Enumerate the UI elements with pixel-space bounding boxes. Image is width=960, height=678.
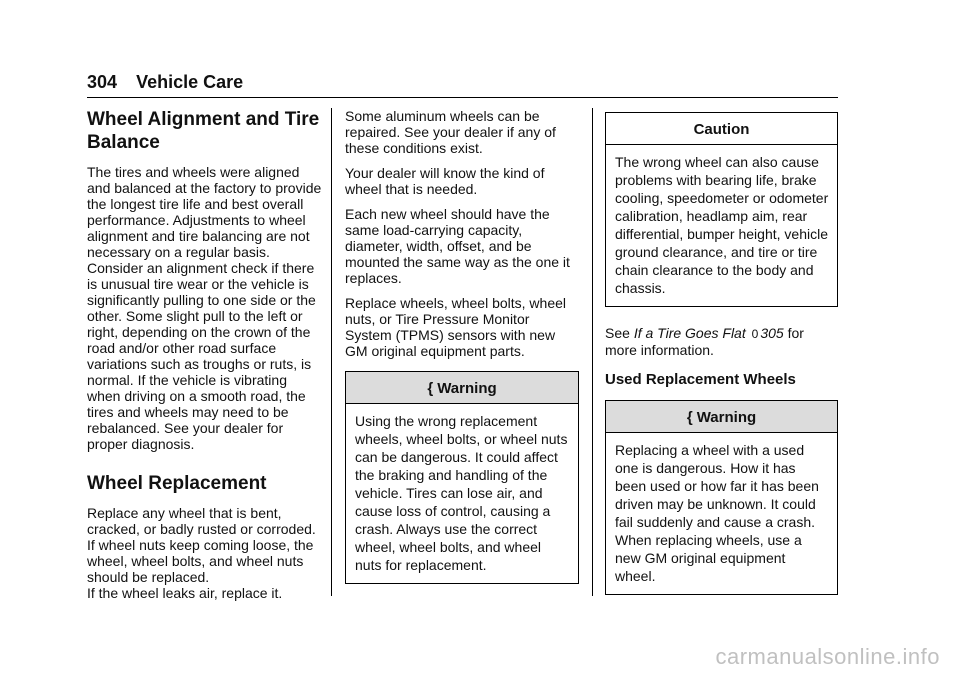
column-divider-2 xyxy=(592,108,593,596)
warning-icon: { xyxy=(427,380,434,397)
warning-icon-2: { xyxy=(686,409,693,426)
warning-text: Using the wrong replacement wheels, wheel bolts, or wheel nuts can be dangerous. It could affect the braking and handling of the vehicle. Tires can lose air, and cause loss of control, causing a crash. Always use the correct wheel, wheel bolts, and wheel nuts for replacement. xyxy=(355,413,568,573)
column-2 xyxy=(345,108,579,584)
section-title: Vehicle Care xyxy=(136,72,244,92)
page-header xyxy=(87,72,243,93)
warning-title-2 xyxy=(606,401,837,433)
paragraph-aluminum: Some aluminum wheels can be repaired. See your dealer if any of these conditions exist. xyxy=(345,108,556,156)
paragraph-replacement: Replace any wheel that is bent, cracked, or badly rusted or corroded. If wheel nuts keep coming loose, the wheel, wheel bolts, and wheel nuts should be replaced. xyxy=(87,505,316,585)
warning-label-2: Warning xyxy=(696,409,757,426)
column-3 xyxy=(605,108,838,595)
caution-box xyxy=(605,112,838,307)
page-ref[interactable]: 305 xyxy=(760,325,784,341)
paragraph-load-capacity: Each new wheel should have the same load-carrying capacity, diameter, width, offset, and be mounted the same way as the one it replaces. xyxy=(345,206,570,286)
warning-title xyxy=(346,372,578,404)
paragraph-leaks: If the wheel leaks air, replace it. xyxy=(87,585,283,601)
warning-box-2 xyxy=(605,400,838,595)
link-if-a-tire-goes-flat[interactable]: If a Tire Goes Flat xyxy=(633,325,746,341)
column-1 xyxy=(87,108,322,610)
see-suffix: for more information. xyxy=(605,325,804,358)
heading-wheel-replacement: Wheel Replacement xyxy=(87,473,267,494)
heading-used-replacement-wheels: Used Replacement Wheels xyxy=(605,371,796,388)
caution-text: The wrong wheel can also cause problems with bearing life, brake cooling, speedometer or odometer calibration, headlamp aim, rear differential, bumper height, vehicle ground clearance, and tire or tire chain clearance to the body and chassis. xyxy=(615,154,829,296)
watermark: carmanualsonline.info xyxy=(715,644,940,669)
column-divider-1 xyxy=(331,108,332,596)
warning-text-2: Replacing a wheel with a used one is dangerous. How it has been used or how far it has been driven may be unknown. It could fail suddenly and cause a crash. When replacing wheels, use a new GM original equipment wheel. xyxy=(615,442,819,584)
see-prefix: See xyxy=(605,325,630,341)
heading-wheel-alignment: Wheel Alignment and Tire Balance xyxy=(87,109,320,153)
paragraph-tpms: Replace wheels, wheel bolts, wheel nuts, or Tire Pressure Monitor System (TPMS) sensors with new GM original equipment parts. xyxy=(345,295,567,359)
warning-box-1 xyxy=(345,371,579,584)
header-rule xyxy=(87,97,838,98)
see-reference xyxy=(605,325,838,358)
warning-label: Warning xyxy=(437,380,497,397)
caution-title: Caution xyxy=(606,113,837,145)
page-number: 304 xyxy=(87,72,118,92)
paragraph-alignment: The tires and wheels were aligned and balanced at the factory to provide the longest tire life and best overall performance. Adjustments to wheel alignment and tire balancing are not necessary on a regular basis. Consider an alignment check if there is unusual tire wear or the vehicle is significantly pulling to one side or the other. Some slight pull to the left or right, depending on the crown of the road and/or other road surface variations such as troughs or ruts, is normal. If the vehicle is vibrating when driving on a smooth road, the tires and wheels may need to be rebalanced. See your dealer for proper diagnosis. xyxy=(87,164,322,452)
paragraph-dealer: Your dealer will know the kind of wheel that is needed. xyxy=(345,165,545,197)
page-arrow-icon: 0 xyxy=(751,327,759,341)
